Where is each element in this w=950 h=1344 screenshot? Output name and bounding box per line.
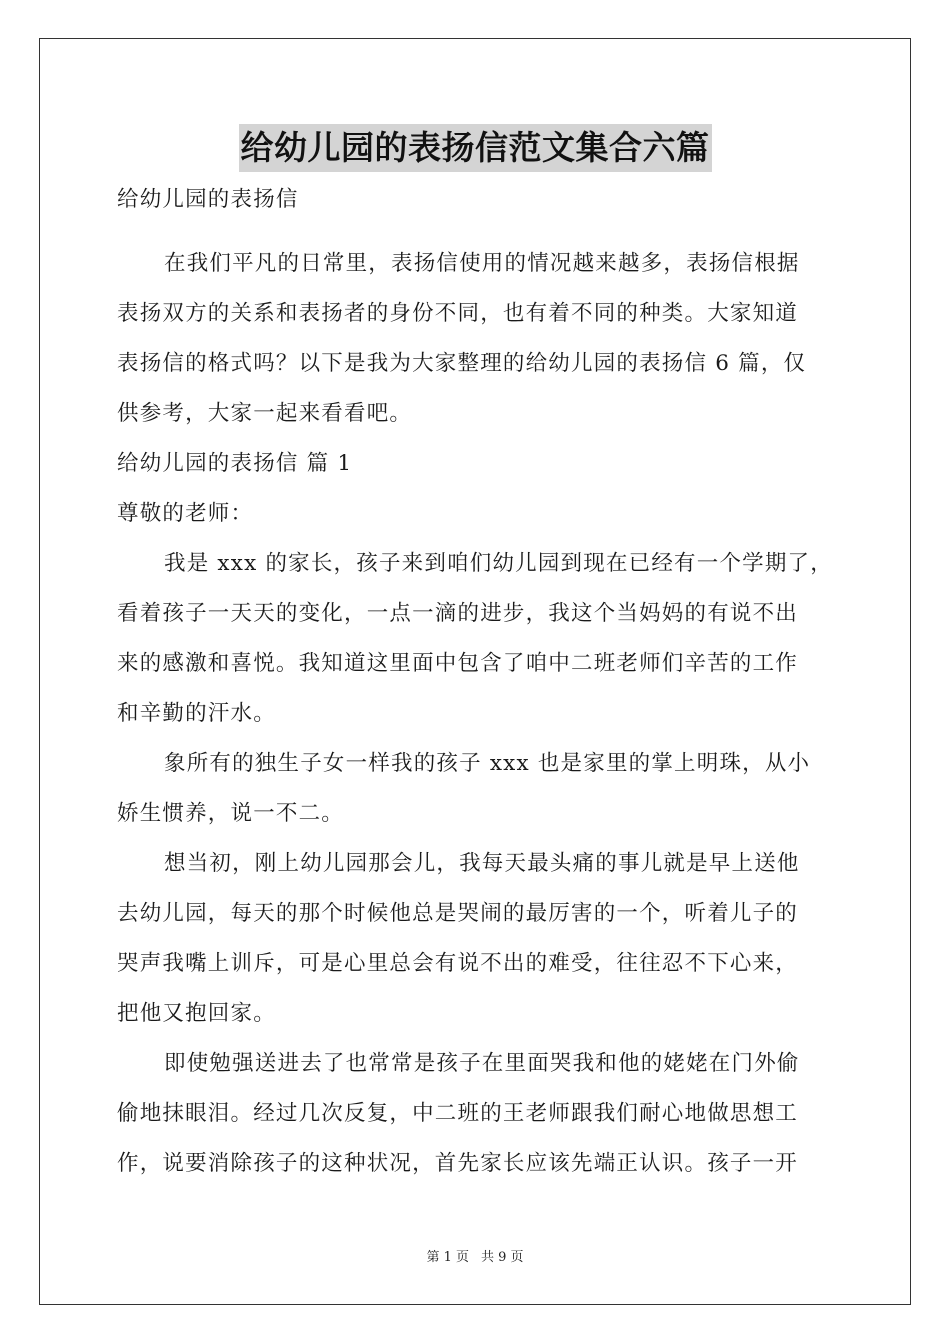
- spacer: [117, 225, 835, 239]
- paragraph-line: 娇生惯养，说一不二。: [117, 801, 345, 826]
- paragraph-line: 表扬双方的关系和表扬者的身份不同，也有着不同的种类。大家知道: [117, 301, 799, 326]
- paragraph-line: 哭声我嘴上训斥，可是心里总会有说不出的难受，往往忍不下心来，: [117, 951, 799, 976]
- document-body: [117, 175, 835, 1189]
- section-heading-part-1: 给幼儿园的表扬信 篇 1: [117, 451, 353, 476]
- paragraph-line: 和辛勤的汗水。: [117, 701, 276, 726]
- paragraph-line: 供参考，大家一起来看看吧。: [117, 401, 413, 426]
- paragraph-line: 在我们平凡的日常里，表扬信使用的情况越来越多，表扬信根据: [164, 251, 800, 276]
- paragraph-line: 即使勉强送进去了也常常是孩子在里面哭我和他的姥姥在门外偷: [164, 1051, 800, 1076]
- paragraph-line: 看着孩子一天天的变化，一点一滴的进步，我这个当妈妈的有说不出: [117, 601, 799, 626]
- paragraph-line: 把他又抱回家。: [117, 1001, 276, 1026]
- document-title: 给幼儿园的表扬信范文集合六篇: [239, 124, 712, 172]
- paragraph-line: 作，说要消除孩子的这种状况，首先家长应该先端正认识。孩子一开: [117, 1151, 799, 1176]
- paragraph-line: 象所有的独生子女一样我的孩子 xxx 也是家里的掌上明珠，从小: [164, 751, 811, 776]
- title-container: [0, 124, 950, 172]
- paragraph-line: 来的感激和喜悦。我知道这里面中包含了咱中二班老师们辛苦的工作: [117, 651, 799, 676]
- section-heading: 给幼儿园的表扬信: [117, 187, 299, 212]
- paragraph-line: 我是 xxx 的家长，孩子来到咱们幼儿园到现在已经有一个学期了，: [164, 551, 833, 576]
- page-total: 共 9 页: [481, 1250, 524, 1265]
- paragraph-line: 表扬信的格式吗？以下是我为大家整理的给幼儿园的表扬信 6 篇，仅: [117, 351, 807, 376]
- paragraph-line: 偷地抹眼泪。经过几次反复，中二班的王老师跟我们耐心地做思想工: [117, 1101, 799, 1126]
- page-footer: [0, 1246, 950, 1265]
- page-number: 第 1 页: [426, 1250, 469, 1265]
- paragraph-line: 想当初，刚上幼儿园那会儿，我每天最头痛的事儿就是早上送他: [164, 851, 800, 876]
- salutation: 尊敬的老师：: [117, 501, 254, 526]
- paragraph-line: 去幼儿园，每天的那个时候他总是哭闹的最厉害的一个，听着儿子的: [117, 901, 799, 926]
